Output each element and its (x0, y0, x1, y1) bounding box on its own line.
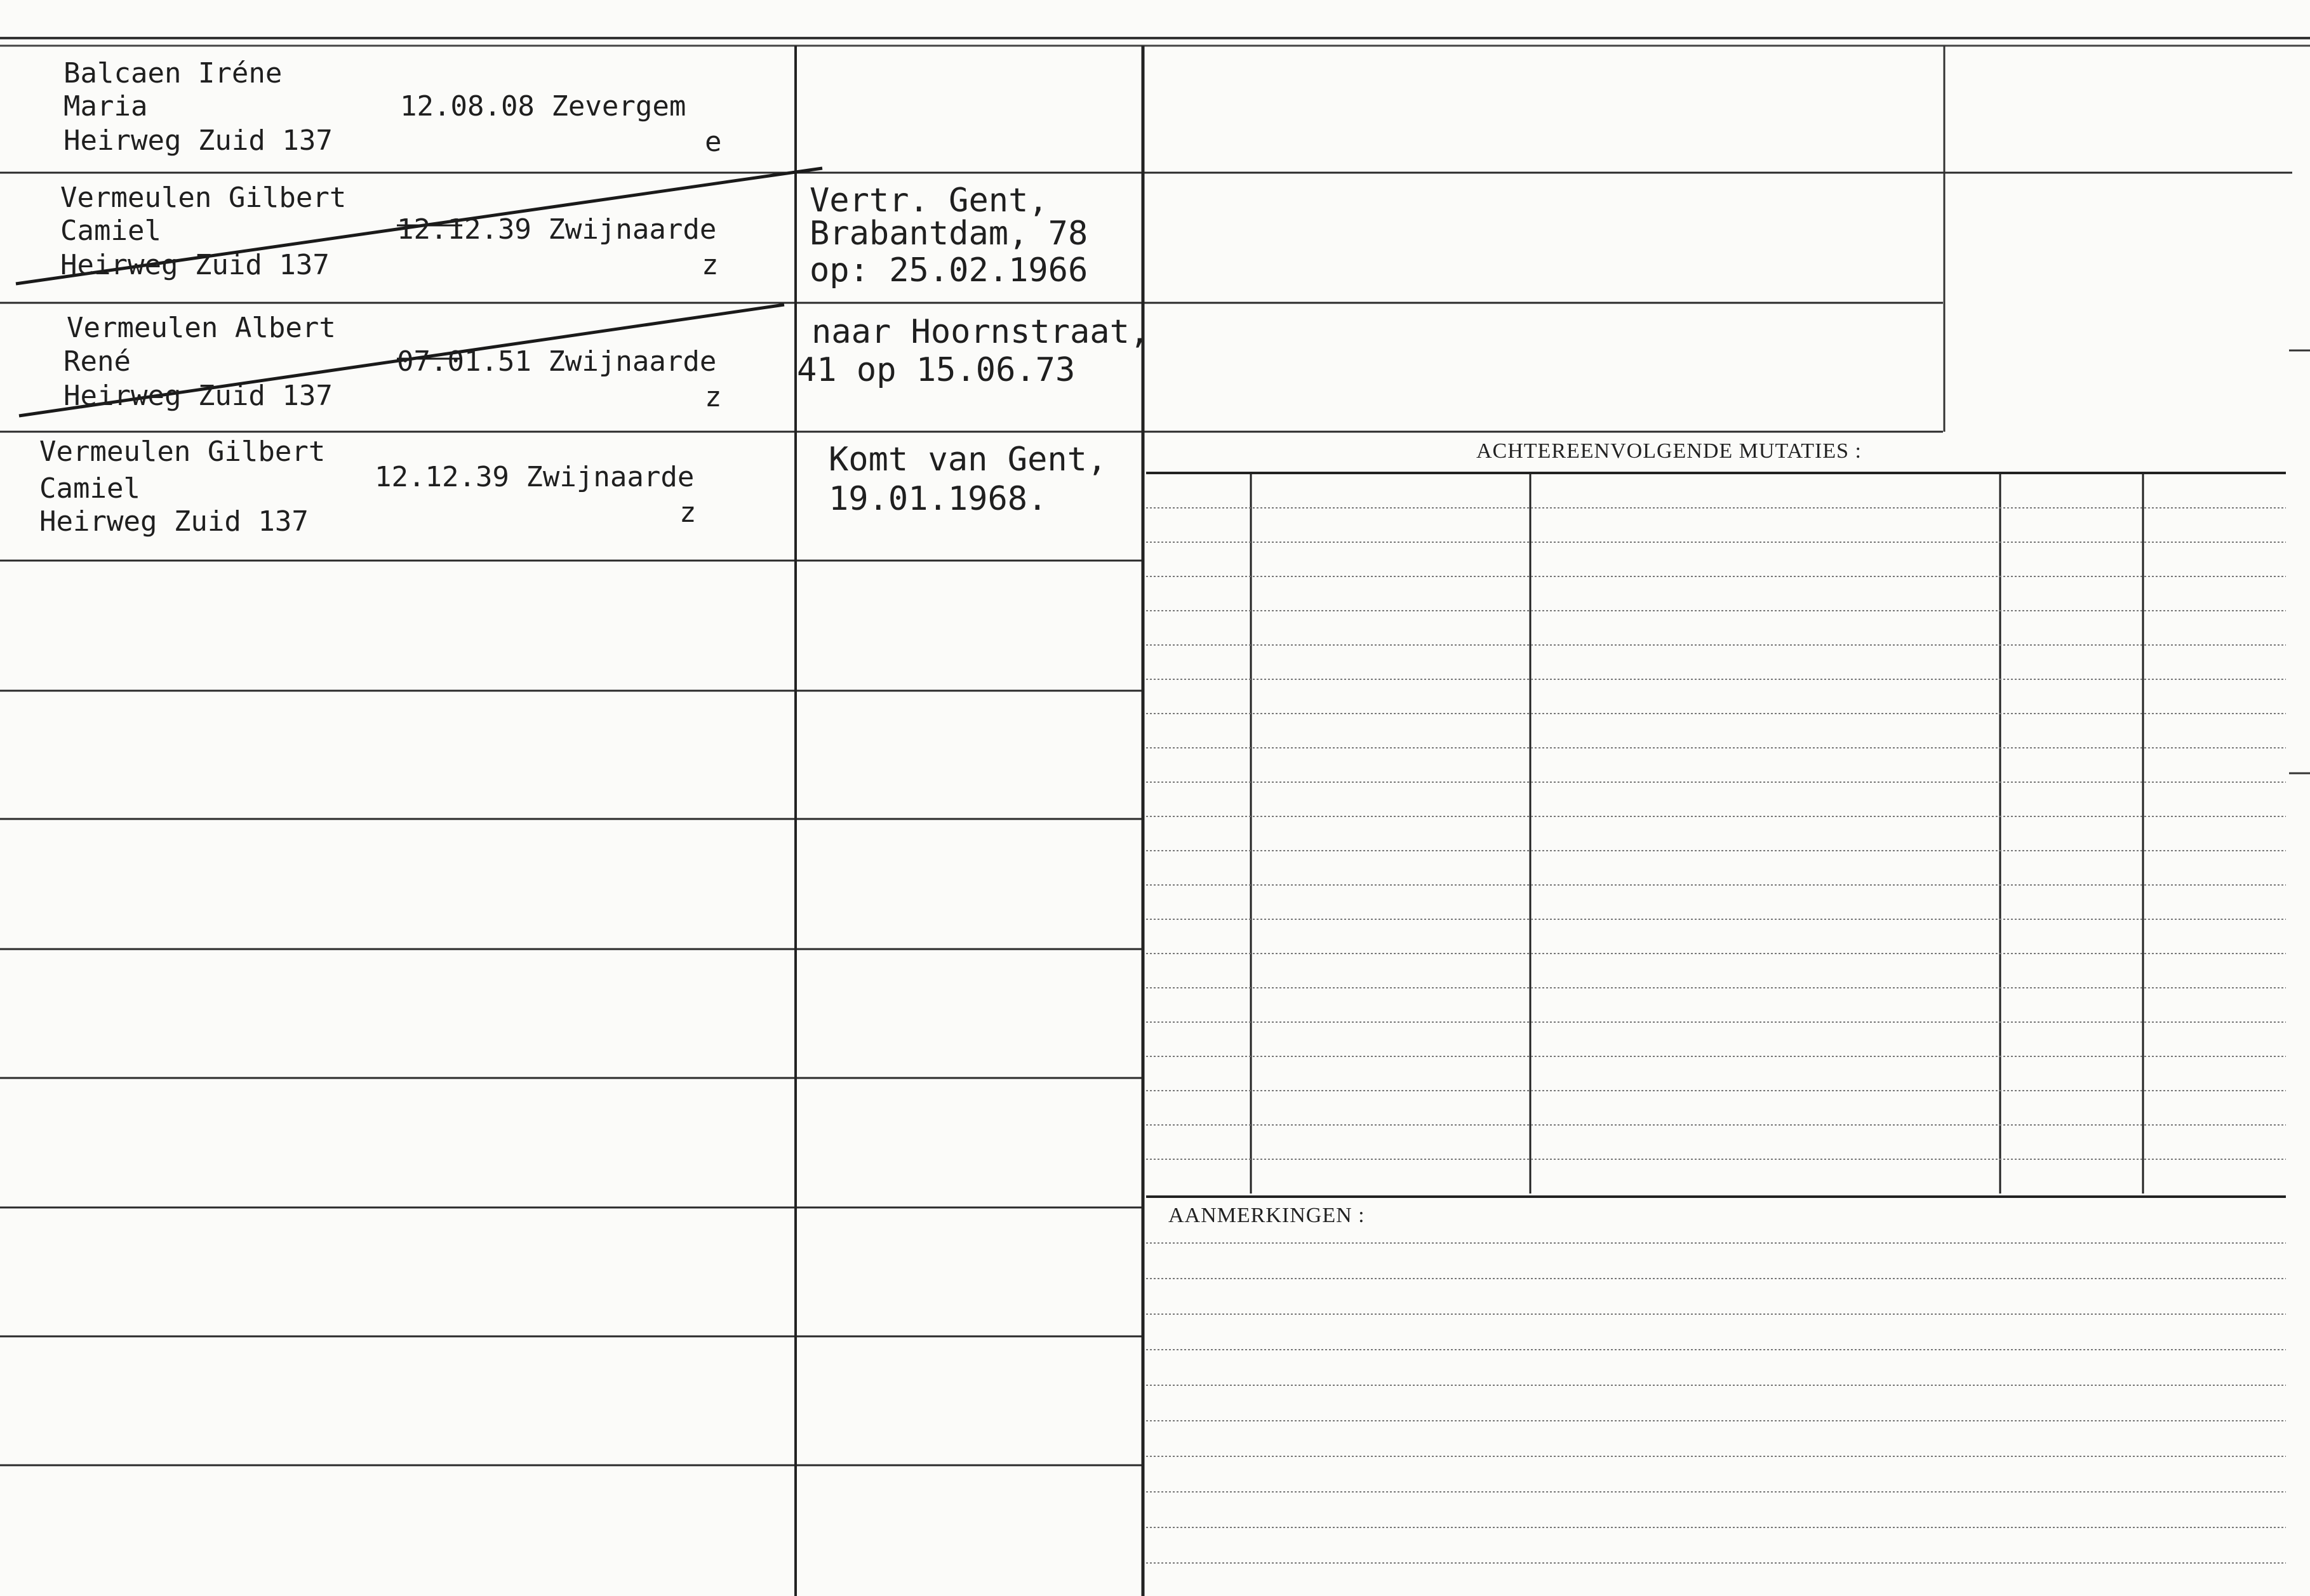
entry-3-code: z (705, 381, 722, 413)
entry-2-remark-line3: op: 25.02.1966 (810, 251, 1088, 289)
entry-4-remark-line1: Komt van Gent, (829, 441, 1107, 479)
remarks-heading: AANMERKINGEN : (1168, 1204, 1365, 1227)
entry-3-remark-line1: naar Hoornstraat, (811, 313, 1150, 351)
entry-3-name-line1: Vermeulen Albert (67, 312, 336, 344)
entry-4-name-line1: Vermeulen Gilbert (39, 436, 326, 468)
entry-2-remark-line2: Brabantdam, 78 (810, 215, 1088, 253)
entry-1-birth: 12.08.08 Zevergem (400, 90, 686, 123)
entry-3-address: Heirweg Zuid 137 (63, 380, 333, 412)
entry-2-birth: 12.12.39 Zwijnaarde (397, 213, 717, 246)
entry-1-name-line2: Maria (63, 90, 148, 123)
entry-2-remark-line1: Vertr. Gent, (810, 182, 1048, 220)
entry-1-address: Heirweg Zuid 137 (63, 124, 333, 157)
entry-1-code: e (705, 126, 722, 158)
entry-4-remark-line2: 19.01.1968. (829, 480, 1048, 518)
entry-4-address: Heirweg Zuid 137 (39, 505, 309, 538)
entry-1-name-line1: Balcaen Iréne (63, 57, 283, 90)
entry-2-name-line1: Vermeulen Gilbert (60, 182, 347, 214)
entry-3-birth: 07.01.51 Zwijnaarde (397, 345, 717, 378)
entry-3-name-line2: René (63, 345, 131, 378)
entry-4-birth: 12.12.39 Zwijnaarde (375, 461, 695, 493)
entry-2-code: z (702, 249, 719, 281)
entry-3-remark-line2: 41 op 15.06.73 (797, 351, 1076, 389)
entry-4-code: z (679, 496, 697, 529)
mutations-heading: ACHTEREENVOLGENDE MUTATIES : (1476, 439, 1862, 463)
entry-2-name-line2: Camiel (60, 215, 161, 247)
entry-4-name-line2: Camiel (39, 472, 140, 505)
entry-2-address: Heirweg Zuid 137 (60, 249, 330, 281)
